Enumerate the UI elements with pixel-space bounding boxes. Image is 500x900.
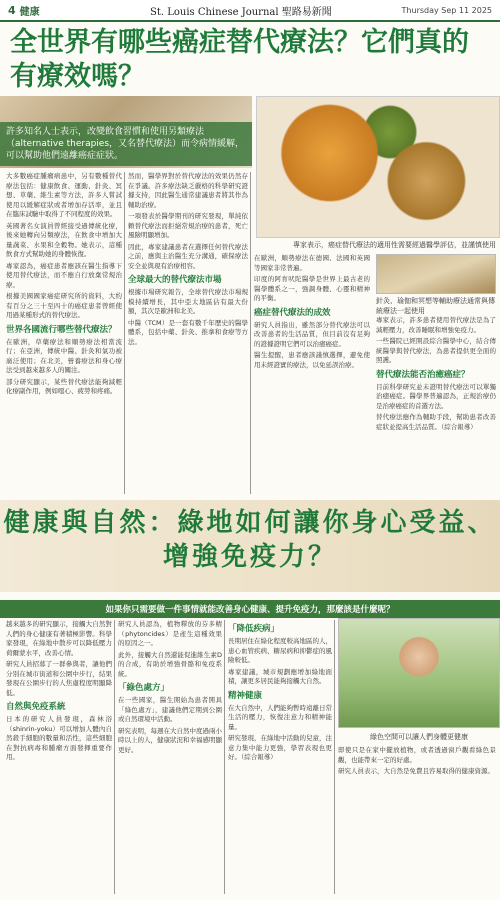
subheading: 全球最大的替代療法市場 <box>128 275 222 285</box>
subheading: 精神健康 <box>228 690 263 701</box>
article1-column-1 <box>6 172 122 494</box>
subheading: 世界各國流行哪些替代療法？ <box>6 324 117 335</box>
subheading: 替代療法能否治癒癌症？ <box>376 369 470 380</box>
photo-caption: 專家表示，癌症替代療法的適用性需要經過醫學評估，並謹慎使用 <box>293 241 496 249</box>
banner-subtitle: 如果你只需要做一件事情就能改善身心健康、提升免疫力，那麼該是什麼呢？ <box>0 600 500 618</box>
subheading: 「綠色處方」 <box>118 683 170 693</box>
article2-column-2 <box>118 620 222 894</box>
paragraph: 即使只是在家中擺放植物，或者透過窗戶觀看綠色景觀，也能帶來一定的好處。 <box>338 746 496 764</box>
paragraph: 在一些國家，醫生開始為患者開具「綠色處方」，建議他們定期到公園或自然環境中活動。 <box>118 696 222 723</box>
paragraph: 研究人員表示，大自然是免費且容易取得的健康資源。 <box>338 767 494 775</box>
paragraph: 研究人員認為，植物釋放的芬多精（phytoncides）是產生這種效果的原因之一。 <box>118 620 222 647</box>
article2-column-1 <box>6 620 112 894</box>
paragraph: 專家建議，城市規劃應增加綠地面積，讓更多居民能夠接觸大自然。 <box>228 667 332 685</box>
small-photo-caption: 針灸、瑜伽和冥想等輔助療法通常與傳統療法一起使用 <box>376 297 495 315</box>
column-divider <box>334 620 335 894</box>
subheading: 「降低疾病」 <box>228 624 280 634</box>
article-subtitle: 許多知名人士表示，改變飲食習慣和使用另類療法（alternative therapies，又名替代療法）而令病情緩解，可以幫助他們遠離癌症症狀。 <box>0 122 252 166</box>
paragraph: 印度的阿育吠陀醫學是世界上最古老的醫學體系之一，強調身體、心靈和精神的平衡。 <box>254 275 370 302</box>
paragraph: 替代療法應作為輔助手段，幫助患者改善症狀並提高生活品質。（綜合報導） <box>376 413 496 431</box>
paragraph: 一些醫院已經開設綜合醫學中心，結合傳統醫學與替代療法，為患者提供更全面的照護。 <box>376 337 496 364</box>
paragraph: 研究人員指出，雖然部分替代療法可以改善患者的生活品質，但目前沒有足夠的證據證明它們可以治癒癌症。 <box>254 320 370 348</box>
paragraph: 研究表明，每週在大自然中度過兩小時以上的人，健康狀況和幸福感明顯更好。 <box>118 726 222 754</box>
paragraph: 專家認為，癌症患者應該在醫生指導下使用替代療法，而不應自行放棄常規治療。 <box>6 261 122 289</box>
paragraph: 中醫（TCM）是一套有數千年歷史的醫學體系，包括中藥、針灸、推拿和食療等方法。 <box>128 318 248 346</box>
herbs-photo <box>256 96 500 238</box>
section-name: 健康 <box>19 6 40 18</box>
paragraph: 一項發表於醫學期刊的研究發現，單純依賴替代療法而拒絕常規治療的患者，死亡風險明顯增加。 <box>128 212 248 239</box>
paragraph: 根據市場研究報告，全球替代療法市場規模持續增長，其中亞太地區佔有最大份額，其次是歐洲和北美。 <box>128 288 248 315</box>
subheading: 自然與免疫系統 <box>6 702 66 712</box>
paragraph: 部分研究顯示，某些替代療法能夠減輕化療副作用，例如噁心、疲勞和疼痛。 <box>6 377 122 395</box>
paragraph: 專家表示，許多患者使用替代療法是為了減輕壓力，改善睡眠和增強免疫力。 <box>376 316 496 334</box>
paragraph: 在歐洲，草藥療法和順勢療法相當流行；在亞洲，傳統中醫、針灸和氣功被廣泛使用；在北美，營養療法和身心療法受到越來越多人的關注。 <box>6 337 122 374</box>
article2-column-4 <box>338 746 496 894</box>
paragraph: 英國著名女演員曾經接受過傳統化療，後來她轉向另類療法，在飲食中增加大量蔬菜、水果和全穀物。她表示，這種飲食方式幫助她的身體恢復。 <box>6 221 122 258</box>
therapy-photo <box>376 254 496 294</box>
article1-column-4 <box>376 316 496 494</box>
paragraph: 根據美國國家癌症研究所的資料，大約有百分之三十至四十的癌症患者曾經使用過某種形式的替代療法。 <box>6 292 122 319</box>
nature-photo-caption: 綠色空間可以讓人們身體更健康 <box>370 733 468 741</box>
masthead: St. Louis Chinese Journal 聖路易新聞 <box>150 6 332 18</box>
paragraph: 越來越多的研究顯示，接觸大自然對人們的身心健康有著積極影響。科學家發現，在綠地中散步可以降低壓力荷爾蒙水平，改善心情。 <box>6 620 112 657</box>
article-title: 全世界有哪些癌症替代療法？它們真的有療效嗎？ <box>10 27 469 92</box>
article1-column-2 <box>128 172 248 494</box>
paragraph: 大多數癌症腫瘤病患中，另有數種替代療法包括：健康飲食、運動、針灸、冥想、草藥、維生素等方法，許多人嘗試使用以緩解症狀或者增加存活率，並且在臨床試驗中取得了不同程度的效果。 <box>6 172 122 218</box>
page-number: 4 <box>8 3 16 17</box>
page-header <box>0 0 500 22</box>
paragraph: 然而，醫學界對於替代療法的效果仍然存在爭議。許多療法缺乏嚴格的科學研究證據支持，因此醫生通常建議患者將其作為輔助治療。 <box>128 172 248 209</box>
paragraph: 日本的研究人員發現，森林浴（shinrin-yoku）可以增加人體內自然殺手細胞的數量和活性，這些細胞在對抗病毒和腫瘤方面發揮重要作用。 <box>6 715 112 761</box>
column-divider <box>114 620 115 894</box>
paragraph: 在歐洲，順勢療法在德國、法國和英國等國家非常普遍。 <box>254 254 370 272</box>
nature-photo <box>338 618 500 728</box>
subheading: 癌症替代療法的成效 <box>254 307 331 318</box>
column-divider <box>250 172 251 494</box>
article2-column-3 <box>228 620 332 894</box>
paragraph: 目前科學研究並未證明替代療法可以單獨治癒癌症。醫學界普遍認為，正規治療仍是治療癌症的首選方法。 <box>376 382 496 410</box>
banner-title: 健康與自然：綠地如何讓你身心受益、增強免疫力？ <box>3 508 497 572</box>
paragraph: 長期居住在綠化程度較高地區的人，患心血管疾病、糖尿病和抑鬱症的風險較低。 <box>228 637 332 664</box>
issue-date: Thursday Sep 11 2025 <box>401 5 492 15</box>
paragraph: 研究發現，在綠地中活動的兒童，注意力集中能力更強，學習表現也更好。（綜合報導） <box>228 734 332 761</box>
column-divider <box>224 620 225 894</box>
paragraph: 醫生提醒，患者應該謹慎選擇，避免使用未經證實的療法，以免延誤治療。 <box>254 351 370 369</box>
paragraph: 研究人員招募了一群參與者，讓他們分別在城市街道和公園中步行，結果發現在公園步行的人焦慮程度明顯降低。 <box>6 660 112 697</box>
column-divider <box>124 172 125 494</box>
paragraph: 在大自然中，人們能夠暫時遠離日常生活的壓力，恢復注意力和精神能量。 <box>228 703 332 731</box>
article1-column-3 <box>254 254 370 494</box>
paragraph: 此外，接觸大自然還能促進維生素D的合成，有助於增強骨骼和免疫系統。 <box>118 650 222 678</box>
paragraph: 因此，專家建議患者在選擇任何替代療法之前，應與主治醫生充分溝通，確保療法安全並與現有治療相容。 <box>128 242 248 270</box>
